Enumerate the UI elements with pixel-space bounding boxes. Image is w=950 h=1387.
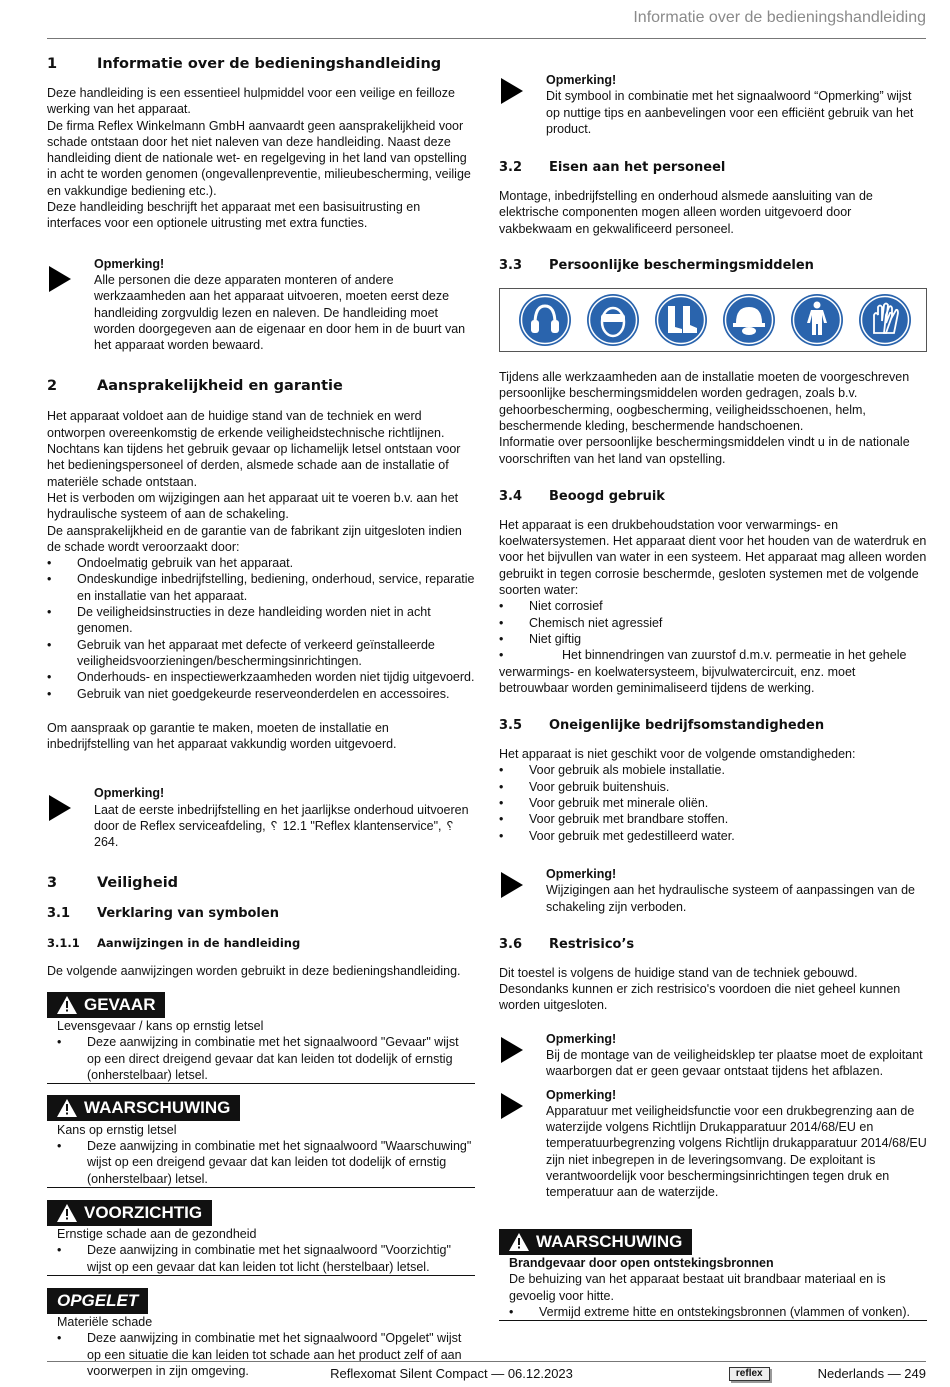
footer-rule [47, 1361, 926, 1362]
section-3-4-body [499, 517, 927, 696]
paragraph: • Het binnendringen van zuurstof d.m.v. permeatie in het gehele verwarmings- en koelwatersysteem, bijvulwatercircuit, enz. moet betrouwbaar worden geminimaliseerd tijdens de werking. [499, 648, 907, 695]
reflex-logo: reflex [729, 1367, 770, 1381]
note-block [499, 866, 927, 915]
note-text: Laat de eerste inbedrijfstelling en het jaarlijkse onderhoud uitvoeren door de Reflex serviceafdeling, ␦ 12.1 "Reflex klantenservice", ␦ 264. [94, 802, 469, 850]
danger-badge: GEVAAR [47, 992, 165, 1018]
hazard-subtitle: Levensgevaar / kans op ernstig letsel [57, 1019, 264, 1034]
warning-triangle-icon [57, 996, 77, 1014]
paragraph: Dit toestel is volgens de huidige stand van de techniek gebouwd. Desondanks kunnen er zich restrisico's voordoen die niet geheel kunnen worden uitgesloten. [499, 965, 901, 1013]
section-3-4-heading: 3.4 Beoogd gebruik [499, 488, 665, 504]
list-item: • Voor gebruik met gedestilleerd water. [499, 828, 927, 844]
notice-badge: OPGELET [47, 1288, 148, 1314]
section-3-1-heading: 3.1 Verklaring van symbolen [47, 905, 279, 921]
list-item: • Deze aanwijzing in combinatie met het signaalwoord "Gevaar" wijst op een direct dreigend gevaar dat kan leiden tot dodelijk of ernstig (onherstelbaar) letsel. [57, 1034, 475, 1083]
protective-gloves-icon [858, 293, 912, 347]
ear-protection-icon [518, 293, 572, 347]
note-text: Apparatuur met veiligheidsfunctie voor een drukbegrenzing aan de waterzijde volgens Richtlijn Drukapparatuur 2014/68/EU en temperatuurbegrenzing volgens Richtlijn drukapparatuur 2014/68/EU zijn niet inbegrepen in de leveringsomvang. De exploitant is verantwoordelijk voor beschermingsinrichtingen tegen druk en temperatuur aan de waterzijde. [546, 1103, 927, 1200]
paragraph: Tijdens alle werkzaamheden aan de installatie moeten de voorgeschreven persoonlijke beschermingsmiddelen worden gedragen, zoals b.v. gehoorbescherming, oogbescherming, veiligheidsschoenen, helm, beschermende kleding, beschermende handschoenen. [499, 370, 910, 433]
section-3-5-body [499, 746, 927, 844]
section-3-5-heading: 3.5 Oneigenlijke bedrijfsomstandigheden [499, 718, 825, 734]
section-2-heading: 2 Aansprakelijkheid en garantie [47, 378, 343, 395]
list-item: • Ondeskundige inbedrijfstelling, bediening, onderhoud, service, reparatie en installatie van het apparaat. [47, 571, 475, 604]
section-3-1-1-heading: 3.1.1 Aanwijzingen in de handleiding [47, 935, 301, 950]
hazard-subtitle: Ernstige schade aan de gezondheid [57, 1227, 257, 1242]
paragraph: Montage, inbedrijfstelling en onderhoud alsmede aansluiting van de elektrische componenten mogen alleen worden uitgevoerd door vakbekwaam en gekwalificeerd personeel. [499, 189, 873, 236]
note-arrow-icon [47, 256, 94, 292]
note-text: Dit symbool in combinatie met het signaalwoord “Opmerking” wijst op nuttige tips en aanbevelingen voor een efficiënt gebruik van het product. [546, 89, 914, 136]
helmet-icon [722, 293, 776, 347]
paragraph: Deze handleiding is een essentieel hulpmiddel voor een veilige en feilloze werking van het apparaat. [47, 86, 455, 117]
note-title: Opmerking! [546, 73, 617, 87]
hazard-warning [47, 1095, 475, 1187]
ppe-pictograms [499, 288, 927, 352]
note-block [499, 1087, 927, 1201]
hazard-text: De behuizing van het apparaat bestaat uit brandbaar materiaal en is gevoelig voor hitte. [509, 1272, 886, 1303]
list-item: • Gebruik van het apparaat met defecte of verkeerd geïnstalleerde veiligheidsvoorzieningen/beschermingsinrichtingen. [47, 637, 475, 670]
list-item: • Deze aanwijzing in combinatie met het signaalwoord "Opgelet" wijst op een situatie die kan leiden tot schade aan het product zelf of aan voorwerpen in zijn omgeving. [57, 1330, 475, 1379]
paragraph: Om aanspraak op garantie te maken, moeten de installatie en inbedrijfstelling van het apparaat vakkundig worden uitgevoerd. [47, 720, 397, 752]
list-item: • Niet corrosief [499, 598, 927, 614]
note-arrow-icon [499, 1087, 546, 1119]
note-block [499, 72, 927, 137]
note-title: Opmerking! [546, 1087, 617, 1102]
note-text: Bij de montage van de veiligheidsklep ter plaatse moet de exploitant waarborgen dat er geen gevaar ontstaat tijdens het afblazen. [546, 1047, 923, 1079]
paragraph: Het apparaat voldoet aan de huidige stand van de techniek en werd ontworpen overeenkomstig de erkende veiligheidstechnische richtlijnen. Nochtans kan tijdens het gebruik gevaar op lichamelijk letsel ontstaan voor het bedieningspersoneel of derden, alsmede schade aan de installatie of materiële schade ontstaan. [47, 409, 461, 489]
paragraph: Het apparaat is een drukbehoudstation voor verwarmings- en koelwatersystemen. Het apparaat dient voor het houden van de waterdruk en voor het bijvullen van water in een systeem. Het apparaat mag alleen worden gebruikt in tegen corrosie beschermde, gesloten systemen met de volgende soorten water: [499, 517, 927, 598]
note-text: Wijzigingen aan het hydraulische systeem of aanpassingen van de schakeling zijn verboden. [546, 883, 915, 914]
section-3-3-heading: 3.3 Persoonlijke beschermingsmiddelen [499, 258, 814, 274]
footer-product: Reflexomat Silent Compact — 06.12.2023 [330, 1366, 573, 1381]
note-title: Opmerking! [94, 786, 165, 801]
paragraph: Het is verboden om wijzigingen aan het apparaat uit te voeren b.v. aan het hydraulische systeem of aan de schakeling. [47, 490, 459, 522]
running-header: Informatie over de bedieningshandleiding [633, 9, 926, 26]
improper-use-list [499, 762, 927, 843]
note-block [47, 785, 475, 850]
hazard-danger [47, 992, 475, 1084]
section-2-body [47, 408, 475, 752]
paragraph: De aansprakelijkheid en de garantie van de fabrikant zijn uitgesloten indien de schade wordt veroorzaakt door: [47, 523, 462, 554]
list-item: • Voor gebruik buitenshuis. [499, 779, 927, 795]
section-1-body [47, 85, 475, 232]
warning-triangle-icon [57, 1099, 77, 1117]
note-arrow-icon [499, 866, 546, 898]
warning-badge: WAARSCHUWING [499, 1229, 692, 1255]
section-1-heading: 1 Informatie over de bedieningshandleiding [47, 56, 442, 72]
paragraph: Het apparaat is niet geschikt voor de volgende omstandigheden: [499, 747, 856, 762]
protective-clothing-icon [790, 293, 844, 347]
hazard-caution [47, 1200, 475, 1276]
list-item: • Ondoelmatig gebruik van het apparaat. [47, 555, 475, 571]
note-title: Opmerking! [546, 1031, 617, 1046]
water-type-list [499, 598, 927, 647]
list-item: • Vermijd extreme hitte en ontstekingsbronnen (vlammen of vonken). [509, 1304, 927, 1320]
list-item: • Chemisch niet agressief [499, 615, 927, 631]
note-block [499, 1031, 927, 1080]
page-footer [330, 1366, 926, 1382]
hazard-subtitle: Brandgevaar door open ontstekingsbronnen [509, 1255, 774, 1270]
hazard-subtitle: Materiële schade [57, 1315, 153, 1330]
note-text: Alle personen die deze apparaten monteren of andere werkzaamheden aan het apparaat uitvoeren, moeten eerst deze handleiding zorgvuldig lezen en naleven. De handleiding moet worden doorgegeven aan de eigenaar en door hem in de buurt van het apparaat worden bewaard. [94, 272, 466, 353]
eye-protection-icon [586, 293, 640, 347]
safety-boots-icon [654, 293, 708, 347]
section-3-2-heading: 3.2 Eisen aan het personeel [499, 160, 726, 176]
warning-badge: WAARSCHUWING [47, 1095, 240, 1121]
list-item: • Deze aanwijzing in combinatie met het signaalwoord "Voorzichtig" wijst op een gevaar dat kan leiden tot licht (herstelbaar) letsel. [57, 1242, 475, 1275]
warning-triangle-icon [57, 1204, 77, 1222]
hazard-warning-fire [499, 1229, 927, 1321]
note-arrow-icon [499, 1031, 546, 1063]
paragraph: Deze handleiding beschrijft het apparaat met een basisuitrusting en interfaces voor een optionele uitrusting met extra functies. [47, 200, 421, 231]
note-title: Opmerking! [546, 866, 617, 881]
note-arrow-icon [47, 785, 94, 821]
note-block [47, 256, 475, 354]
section-3-heading: 3 Veiligheid [47, 874, 179, 891]
header-rule [47, 38, 926, 39]
caution-badge: VOORZICHTIG [47, 1200, 212, 1226]
liability-list [47, 555, 475, 702]
list-item: • Voor gebruik als mobiele installatie. [499, 762, 927, 778]
list-item: • Voor gebruik met brandbare stoffen. [499, 811, 927, 827]
list-item: • Voor gebruik met minerale oliën. [499, 795, 927, 811]
list-item: • Deze aanwijzing in combinatie met het signaalwoord "Waarschuwing" wijst op een dreigend gevaar dat kan leiden tot dodelijk of ernstig (onherstelbaar) letsel. [57, 1138, 475, 1187]
note-title: Opmerking! [94, 256, 165, 271]
section-3-3-body [499, 369, 927, 467]
hazard-subtitle: Kans op ernstig letsel [57, 1122, 177, 1137]
list-item: • Niet giftig [499, 631, 927, 647]
left-column [47, 52, 475, 1379]
note-arrow-icon [499, 72, 546, 104]
list-item: • De veiligheidsinstructies in deze handleiding worden niet in acht genomen. [47, 604, 475, 637]
footer-page: Nederlands — 249 [817, 1366, 926, 1381]
section-3-6-heading: 3.6 Restrisico’s [499, 936, 635, 952]
paragraph: De firma Reflex Winkelmann GmbH aanvaardt geen aansprakelijkheid voor schade ontstaan door het niet naleven van deze handleiding. Naast deze handleiding dient de nationale wet- en regelgeving in het land van opstelling in acht te worden genomen (ongevallenpreventie, milieubescherming, veilige en vakkundige bediening etc.). [47, 118, 471, 198]
right-column [499, 72, 927, 1321]
list-item: • Onderhouds- en inspectiewerkzaamheden worden niet tijdig uitgevoerd. [47, 669, 475, 685]
paragraph: De volgende aanwijzingen worden gebruikt in deze bedieningshandleiding. [47, 963, 461, 978]
paragraph: Informatie over persoonlijke beschermingsmiddelen vindt u in de nationale voorschriften van het land van opstelling. [499, 435, 910, 466]
warning-triangle-icon [509, 1233, 529, 1251]
list-item: • Gebruik van niet goedgekeurde reserveonderdelen en accessoires. [47, 686, 475, 702]
